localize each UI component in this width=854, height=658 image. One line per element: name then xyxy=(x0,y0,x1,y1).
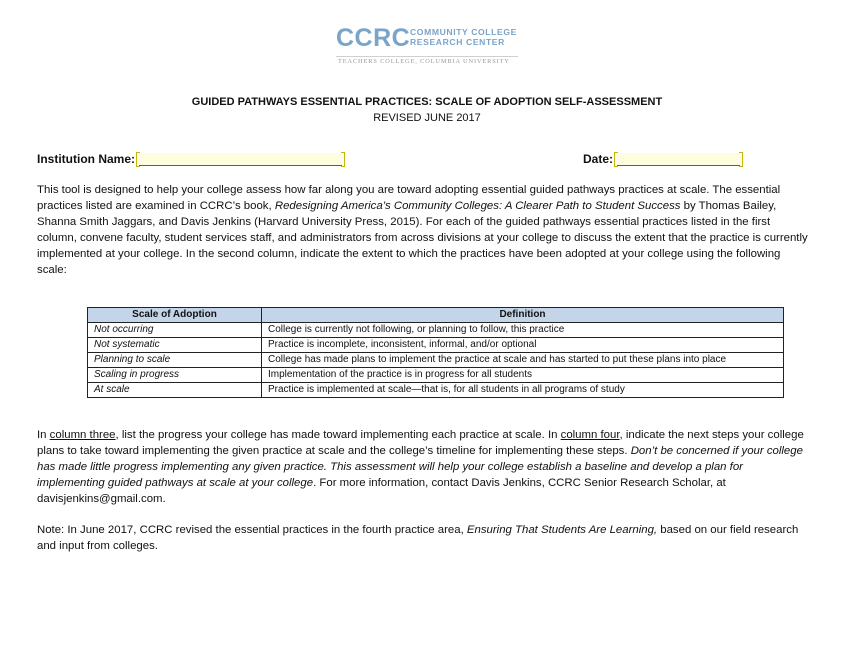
intro-text-1: This tool is designed to help your college assess how far along you are toward adopting essential guided pathways practices at scale. The essential practices listed are examined in CCRC’s book, xyxy=(37,184,781,212)
institution-name-field[interactable] xyxy=(139,153,342,166)
table-row xyxy=(88,353,784,368)
logo-divider xyxy=(336,56,518,57)
table-row xyxy=(88,368,784,383)
note-text-b: based on our field research and input from colleges. xyxy=(37,524,799,552)
columns-text-c: , indicate the next steps your college plans to take toward implementing the given practice at scale and the college’s timeline for implementing these steps. xyxy=(37,429,804,457)
date-field[interactable] xyxy=(617,153,740,166)
table-row xyxy=(88,338,784,353)
logo-line-2: RESEARCH CENTER xyxy=(410,37,505,47)
columns-text-a: In xyxy=(37,429,50,441)
logo-line-1: COMMUNITY COLLEGE xyxy=(410,27,517,37)
note-paragraph xyxy=(37,522,812,554)
intro-paragraph xyxy=(37,182,812,278)
book-title: Redesigning America’s Community Colleges: A Clearer Path to Student Success xyxy=(274,200,681,212)
columns-text-b: , list the progress your college has made toward implementing each practice at scale. In xyxy=(115,429,561,441)
ccrc-logo xyxy=(336,24,526,68)
definition-cell: Practice is implemented at scale—that is, for all students in all programs of study xyxy=(262,383,784,398)
definition-cell: Implementation of the practice is in progress for all students xyxy=(262,368,784,383)
scale-cell: Planning to scale xyxy=(88,353,262,368)
scale-cell: At scale xyxy=(88,383,262,398)
column-three-text: column three xyxy=(49,429,116,441)
logo-subtitle: TEACHERS COLLEGE, COLUMBIA UNIVERSITY xyxy=(338,58,510,65)
scale-cell: Scaling in progress xyxy=(88,368,262,383)
note-italic-text: Ensuring That Students Are Learning, xyxy=(466,524,658,536)
header-scale: Scale of Adoption xyxy=(88,308,262,323)
document-subtitle: REVISED JUNE 2017 xyxy=(373,112,481,124)
columns-italic-text: Don’t be concerned if your college has made little progress implementing any given practice. This assessment will help your college establish a baseline and develop a plan for implementing guided pathways at scale at your college xyxy=(37,445,803,489)
note-text-a: Note: In June 2017, CCRC revised the essential practices in the fourth practice area, xyxy=(37,524,467,536)
definition-cell: College is currently not following, or planning to follow, this practice xyxy=(262,323,784,338)
logo-wordmark: CCRC xyxy=(336,24,411,52)
institution-name-label: Institution Name: xyxy=(37,152,135,166)
columns-paragraph xyxy=(37,427,812,507)
table-row xyxy=(88,383,784,398)
columns-text-d: . For more information, contact Davis Jenkins, CCRC Senior Research Scholar, at davisjenkins@gmail.com. xyxy=(37,477,726,505)
definition-cell: Practice is incomplete, inconsistent, informal, and/or optional xyxy=(262,338,784,353)
table-row xyxy=(88,323,784,338)
intro-text-2: by Thomas Bailey, Shanna Smith Jaggars, and Davis Jenkins (Harvard University Press, 2015). For each of the guided pathways essential practices listed in the first column, convene faculty, student services staff, and administrators from across divisions at your college to discuss the extent that the practice is currently implemented at your college. In the second column, indicate the extent to which the practices have been adopted at your college using the following scale: xyxy=(37,200,808,276)
document-title: GUIDED PATHWAYS ESSENTIAL PRACTICES: SCALE OF ADOPTION SELF-ASSESSMENT xyxy=(191,96,663,108)
scale-of-adoption-table xyxy=(87,307,784,398)
date-label: Date: xyxy=(583,152,614,166)
header-definition: Definition xyxy=(262,308,784,323)
scale-cell: Not occurring xyxy=(88,323,262,338)
definition-cell: College has made plans to implement the practice at scale and has started to put these plans into place xyxy=(262,353,784,368)
column-four-text: column four xyxy=(560,429,620,441)
table-header-row xyxy=(88,308,784,323)
scale-cell: Not systematic xyxy=(88,338,262,353)
